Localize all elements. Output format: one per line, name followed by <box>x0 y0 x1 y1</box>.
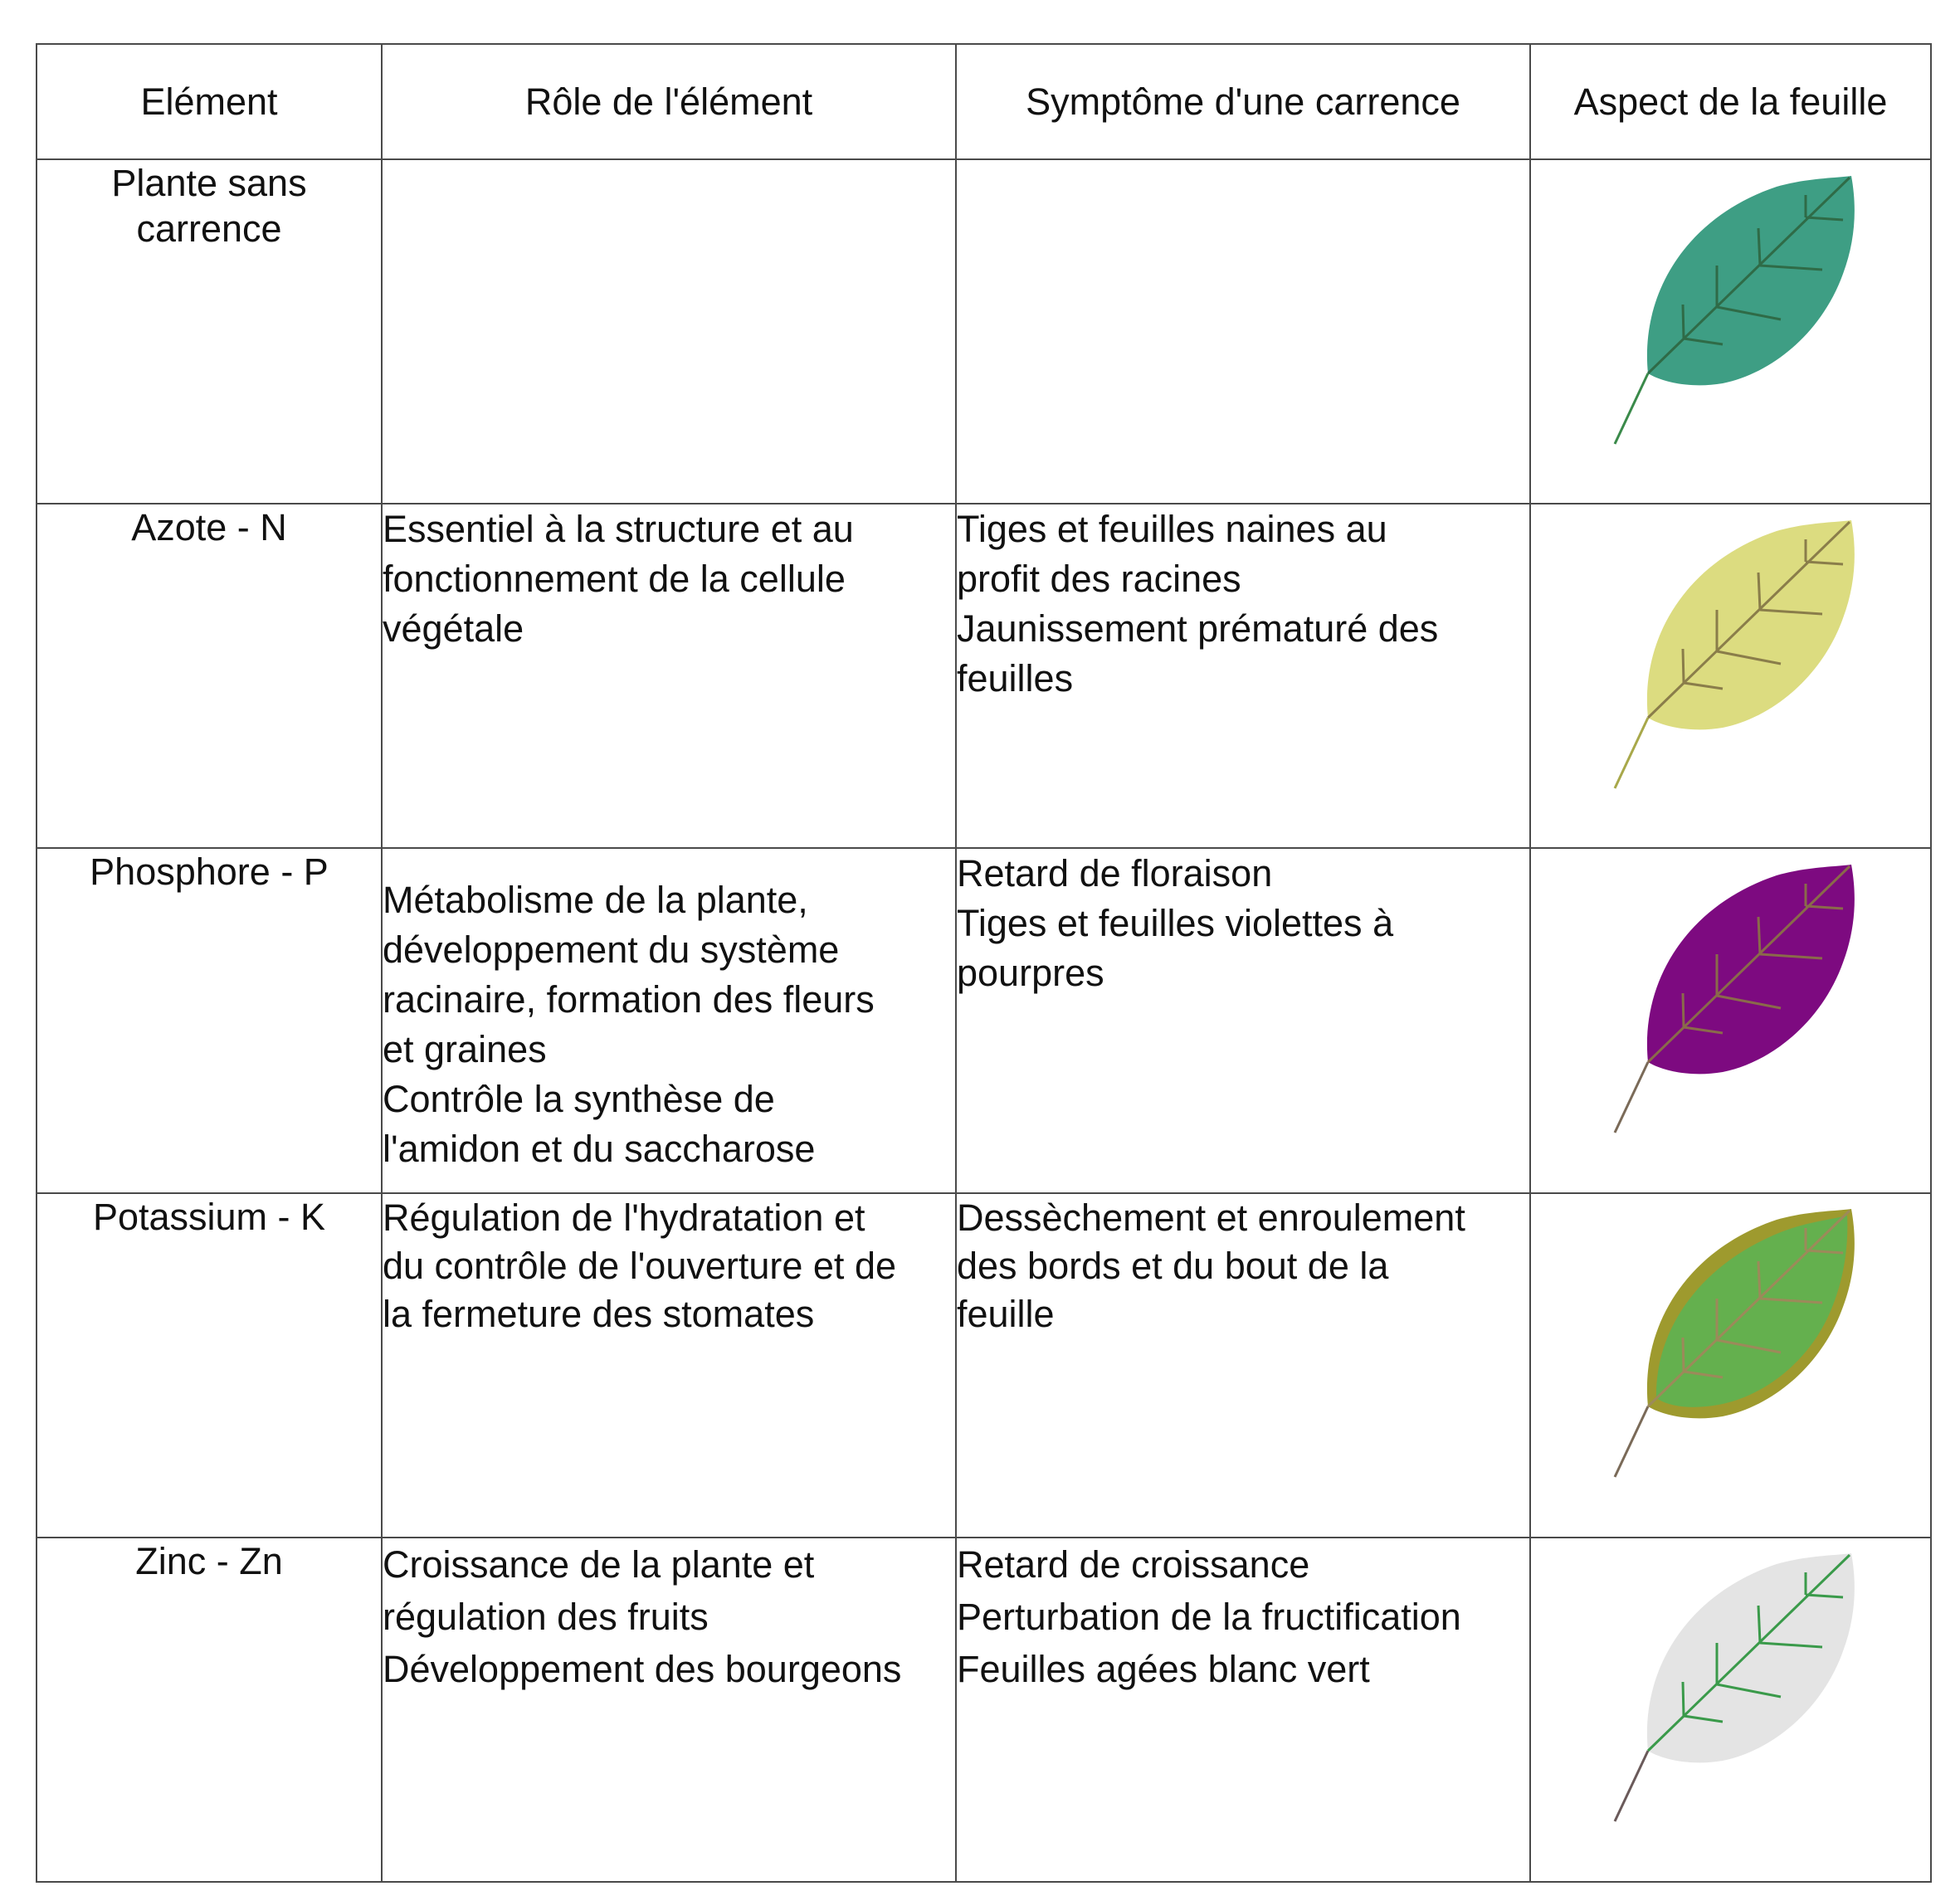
element-cell: Potassium - K <box>37 1193 382 1538</box>
leaf-cell <box>1530 504 1931 848</box>
leaf-cell <box>1530 159 1931 504</box>
purple-leaf-icon <box>1557 855 1905 1187</box>
table-row <box>37 1538 1931 1882</box>
leaf-cell <box>1530 1193 1931 1538</box>
pale-leaf-icon <box>1557 1543 1905 1875</box>
symptom-cell <box>956 159 1530 504</box>
symptom-cell: Retard de floraison Tiges et feuilles violettes à pourpres <box>956 848 1530 1192</box>
symptom-cell: Retard de croissance Perturbation de la fructification Feuilles agées blanc vert <box>956 1538 1530 1882</box>
table-row <box>37 159 1931 504</box>
role-cell: Métabolisme de la plante, développement du système racinaire, formation des fleurs et graines Contrôle la synthèse de l'amidon et du saccharose <box>382 848 956 1192</box>
header-element: Elément <box>37 44 382 159</box>
role-cell: Croissance de la plante et régulation des fruits Développement des bourgeons <box>382 1538 956 1882</box>
element-cell: Azote - N <box>37 504 382 848</box>
table-row <box>37 504 1931 848</box>
element-cell: Phosphore - P <box>37 848 382 1192</box>
table-header-row <box>37 44 1931 159</box>
leaf-cell <box>1530 1538 1931 1882</box>
table-row <box>37 848 1931 1192</box>
header-role: Rôle de l'élément <box>382 44 956 159</box>
symptom-cell: Tiges et feuilles naines au profit des racines Jaunissement prématuré des feuilles <box>956 504 1530 848</box>
header-symptom: Symptôme d'une carrence <box>956 44 1530 159</box>
leaf-cell <box>1530 848 1931 1192</box>
symptom-cell: Dessèchement et enroulement des bords et du bout de la feuille <box>956 1193 1530 1538</box>
header-leaf-aspect: Aspect de la feuille <box>1530 44 1931 159</box>
scorched-edge-leaf-icon <box>1557 1199 1905 1531</box>
element-cell: Plante sans carrence <box>37 159 382 504</box>
yellow-leaf-icon <box>1557 510 1905 842</box>
nutrient-deficiency-table <box>36 43 1932 1883</box>
role-cell: Essentiel à la structure et au fonctionnement de la cellule végétale <box>382 504 956 848</box>
element-cell: Zinc - Zn <box>37 1538 382 1882</box>
role-cell <box>382 159 956 504</box>
role-cell: Régulation de l'hydratation et du contrôle de l'ouverture et de la fermeture des stomates <box>382 1193 956 1538</box>
table-row <box>37 1193 1931 1538</box>
healthy-leaf-icon <box>1557 166 1905 498</box>
